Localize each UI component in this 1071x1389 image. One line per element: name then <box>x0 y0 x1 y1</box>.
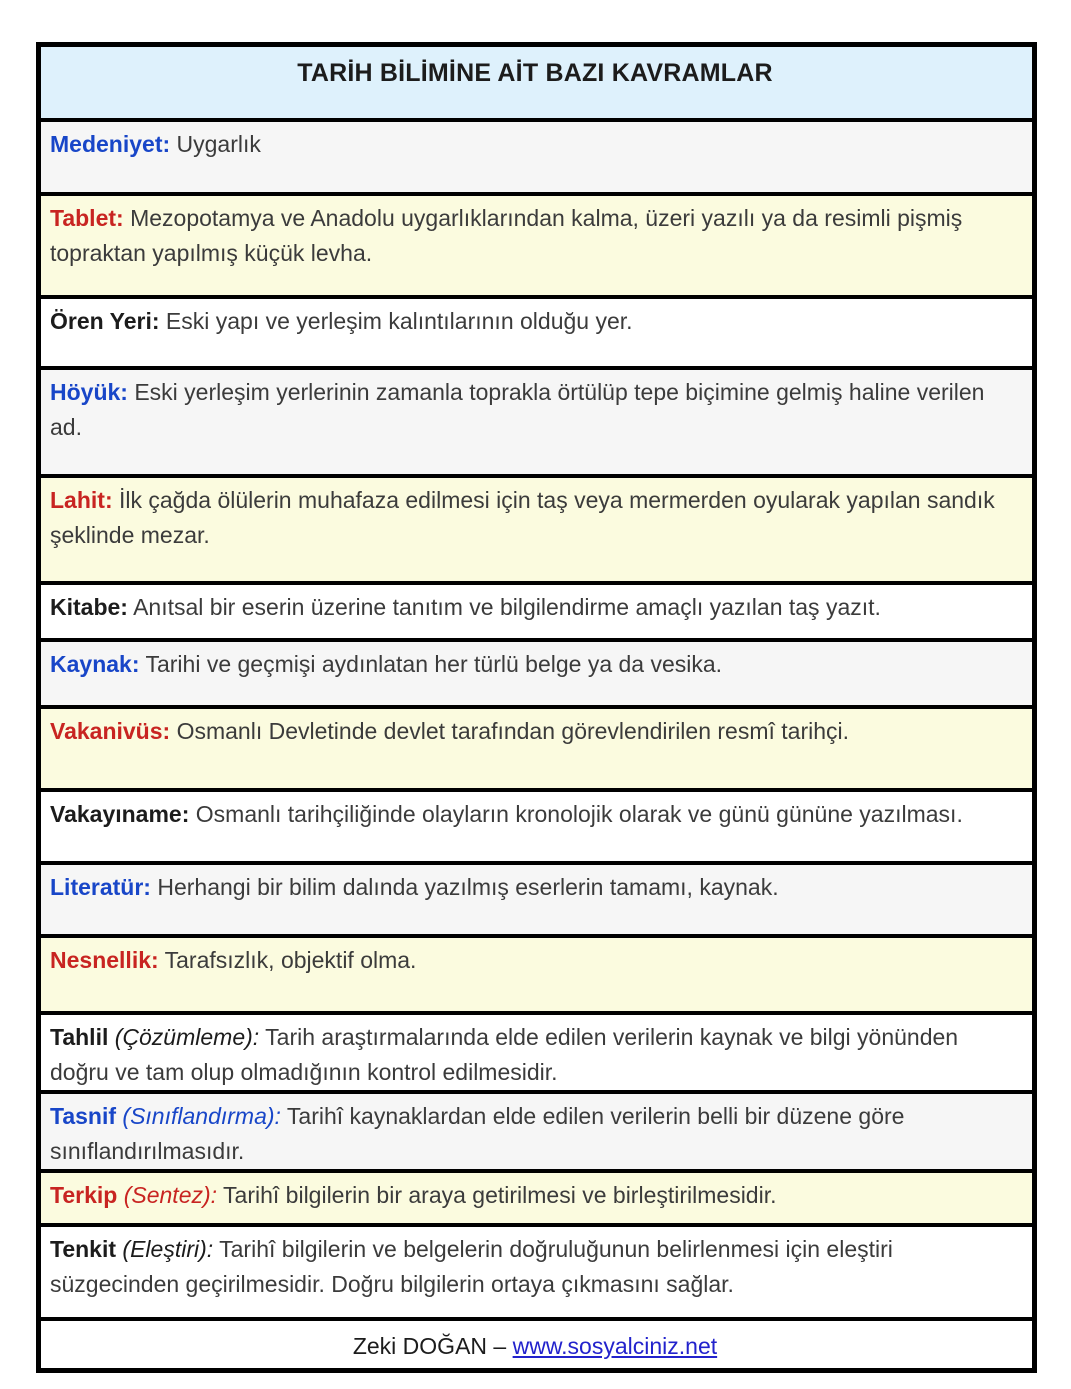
term-label: Höyük: <box>50 379 128 405</box>
term-label: Terkip <box>50 1182 118 1208</box>
table-row <box>41 196 1032 299</box>
definition-text: Eski yapı ve yerleşim kalıntılarının olduğu yer. <box>165 308 633 334</box>
term-note: (Çözümleme): <box>114 1024 260 1050</box>
term-label: Vakanivüs: <box>50 718 171 744</box>
term-note: (Eleştiri): <box>122 1236 214 1262</box>
table-row <box>41 299 1032 370</box>
table-rows-container <box>41 122 1032 1321</box>
term-label: Tablet: <box>50 205 124 231</box>
table-row <box>41 122 1032 196</box>
definition-text: İlk çağda ölülerin muhafaza edilmesi için taş veya mermerden oyularak yapılan sandık şeklinde mezar. <box>50 487 995 548</box>
definition-text: Tarih araştırmalarında elde edilen verilerin kaynak ve bilgi yönünden doğru ve tam olup olmadığının kontrol edilmesidir. <box>50 1024 959 1085</box>
definition-text: Osmanlı tarihçiliğinde olayların kronolojik olarak ve günü gününe yazılması. <box>195 801 963 827</box>
definition-text: Uygarlık <box>176 131 261 157</box>
definition-text: Anıtsal bir eserin üzerine tanıtım ve bilgilendirme amaçlı yazılan taş yazıt. <box>133 594 881 620</box>
footer-link[interactable]: www.sosyalciniz.net <box>512 1333 718 1359</box>
term-label: Lahit: <box>50 487 113 513</box>
term-note: (Sınıflandırma): <box>122 1103 281 1129</box>
definition-text: Tarihî kaynaklardan elde edilen verilerin belli bir düzene göre sınıflandırılmasıdır. <box>50 1103 905 1164</box>
table-row <box>41 478 1032 585</box>
table-row <box>41 642 1032 709</box>
footer-cell <box>41 1321 1032 1368</box>
table-row <box>41 938 1032 1015</box>
term-label: Medeniyet: <box>50 131 171 157</box>
footer-author: Zeki DOĞAN – <box>352 1333 507 1359</box>
table-row <box>41 1094 1032 1173</box>
table-row <box>41 1015 1032 1094</box>
term-label: Vakayıname: <box>50 801 190 827</box>
term-label: Ören Yeri: <box>50 308 160 334</box>
term-note: (Sentez): <box>123 1182 218 1208</box>
page-title: TARİH BİLİMİNE AİT BAZI KAVRAMLAR <box>297 59 773 87</box>
term-label: Tenkit <box>50 1236 117 1262</box>
table-row <box>41 792 1032 865</box>
definition-text: Tarihî bilgilerin ve belgelerin doğruluğunun belirlenmesi için eleştiri süzgecinden geçirilmesidir. Doğru bilgilerin ortaya çıkmasını sağlar. <box>50 1236 893 1297</box>
definition-text: Tarihi ve geçmişi aydınlatan her türlü belge ya da vesika. <box>145 651 723 677</box>
definition-text: Tarihî bilgilerin bir araya getirilmesi ve birleştirilmesidir. <box>223 1182 777 1208</box>
table-row <box>41 370 1032 478</box>
definition-text: Herhangi bir bilim dalında yazılmış eserlerin tamamı, kaynak. <box>157 874 779 900</box>
table-row <box>41 1227 1032 1321</box>
table-title-cell <box>41 47 1032 122</box>
concepts-table <box>36 42 1037 1373</box>
term-label: Kitabe: <box>50 594 128 620</box>
term-label: Tahlil <box>50 1024 109 1050</box>
table-row <box>41 1173 1032 1227</box>
definition-text: Mezopotamya ve Anadolu uygarlıklarından kalma, üzeri yazılı ya da resimli pişmiş topraktan yapılmış küçük levha. <box>50 205 963 266</box>
term-label: Literatür: <box>50 874 151 900</box>
term-label: Nesnellik: <box>50 947 159 973</box>
table-row <box>41 585 1032 642</box>
term-label: Kaynak: <box>50 651 140 677</box>
table-row <box>41 709 1032 792</box>
definition-text: Eski yerleşim yerlerinin zamanla toprakla örtülüp tepe biçimine gelmiş haline verilen ad. <box>50 379 985 440</box>
term-label: Tasnif <box>50 1103 117 1129</box>
definition-text: Tarafsızlık, objektif olma. <box>164 947 417 973</box>
table-row <box>41 865 1032 938</box>
definition-text: Osmanlı Devletinde devlet tarafından görevlendirilen resmî tarihçi. <box>176 718 850 744</box>
